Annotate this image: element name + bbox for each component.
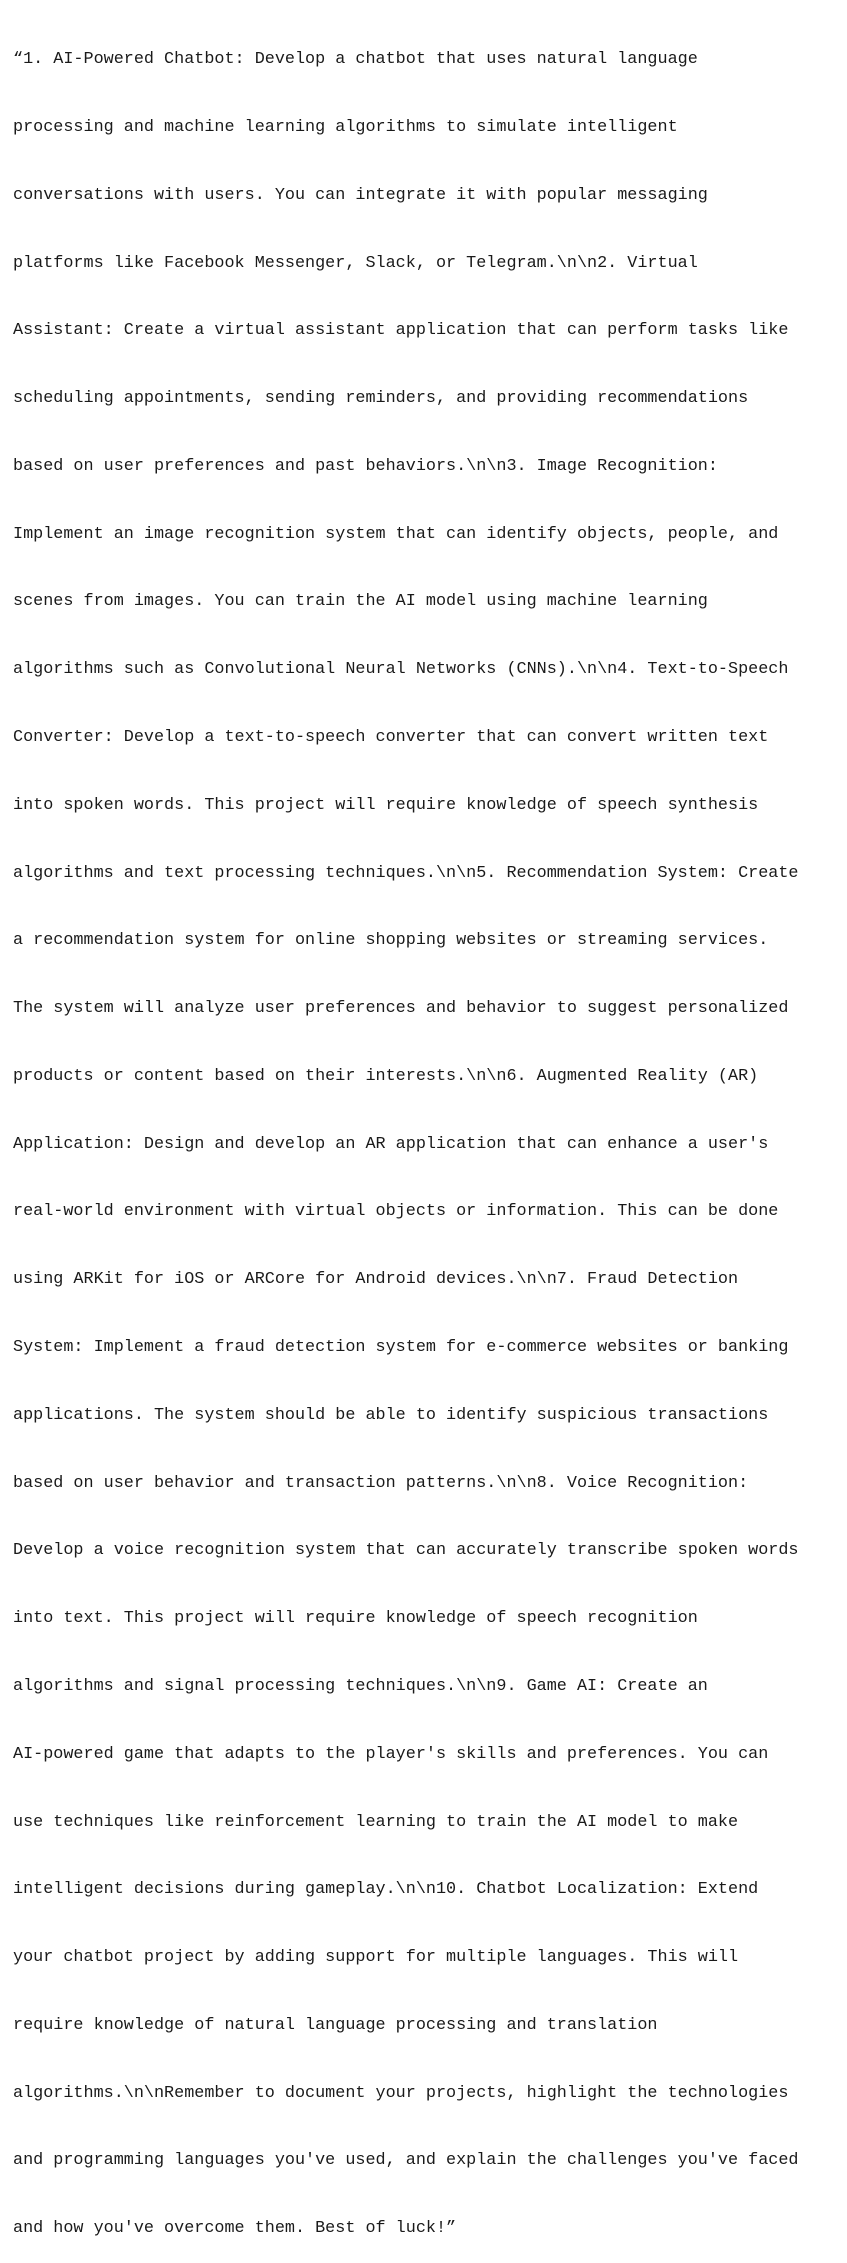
text-line: “1. AI-Powered Chatbot: Develop a chatbot that uses natural language <box>13 50 698 70</box>
text-line: processing and machine learning algorithms to simulate intelligent <box>13 117 678 137</box>
text-line: scheduling appointments, sending reminders, and providing recommendations <box>13 389 749 409</box>
text-line: The system will analyze user preferences and behavior to suggest personalized <box>13 999 789 1019</box>
text-line: and programming languages you've used, and explain the challenges you've faced <box>13 2151 799 2171</box>
text-line: algorithms.\n\nRemember to document your projects, highlight the technologies <box>13 2083 789 2103</box>
text-line: based on user preferences and past behaviors.\n\n3. Image Recognition: <box>13 456 718 476</box>
text-line: Assistant: Create a virtual assistant application that can perform tasks like <box>13 321 789 341</box>
text-line: Develop a voice recognition system that can accurately transcribe spoken words <box>13 1541 799 1561</box>
text-line: System: Implement a fraud detection system for e-commerce websites or banking <box>13 1338 789 1358</box>
text-line: real-world environment with virtual objects or information. This can be done <box>13 1202 779 1222</box>
text-line: Converter: Develop a text-to-speech converter that can convert written text <box>13 728 769 747</box>
text-line: intelligent decisions during gameplay.\n\n10. Chatbot Localization: Extend <box>13 1880 759 1900</box>
text-line: Application: Design and develop an AR application that can enhance a user's <box>13 1134 769 1154</box>
text-line: Implement an image recognition system that can identify objects, people, and <box>13 524 779 544</box>
text-line: products or content based on their interests.\n\n6. Augmented Reality (AR) <box>13 1066 759 1086</box>
text-line: platforms like Facebook Messenger, Slack, or Telegram.\n\n2. Virtual <box>13 253 698 273</box>
text-line: algorithms and text processing techniques.\n\n5. Recommendation System: Create <box>13 863 799 883</box>
text-line: your chatbot project by adding support for multiple languages. This will <box>13 1948 739 1968</box>
text-line: algorithms such as Convolutional Neural Networks (CNNs).\n\n4. Text-to-Speech <box>13 660 789 680</box>
text-line: algorithms and signal processing techniques.\n\n9. Game AI: Create an <box>13 1676 708 1696</box>
text-line: require knowledge of natural language processing and translation <box>13 2015 658 2035</box>
text-line: conversations with users. You can integrate it with popular messaging <box>13 185 708 205</box>
text-line: AI-powered game that adapts to the player's skills and preferences. You can <box>13 1744 769 1764</box>
text-line: a recommendation system for online shopping websites or streaming services. <box>13 931 769 951</box>
text-line: using ARKit for iOS or ARCore for Android devices.\n\n7. Fraud Detection <box>13 1270 739 1290</box>
document-text-block <box>13 4 843 2263</box>
text-line: into spoken words. This project will require knowledge of speech synthesis <box>13 795 759 815</box>
text-line: into text. This project will require knowledge of speech recognition <box>13 1609 698 1629</box>
text-line: scenes from images. You can train the AI model using machine learning <box>13 592 708 612</box>
text-line: applications. The system should be able to identify suspicious transactions <box>13 1405 769 1425</box>
text-line: based on user behavior and transaction patterns.\n\n8. Voice Recognition: <box>13 1473 749 1493</box>
text-line: and how you've overcome them. Best of luck!” <box>13 2219 457 2239</box>
text-line: use techniques like reinforcement learning to train the AI model to make <box>13 1812 739 1832</box>
